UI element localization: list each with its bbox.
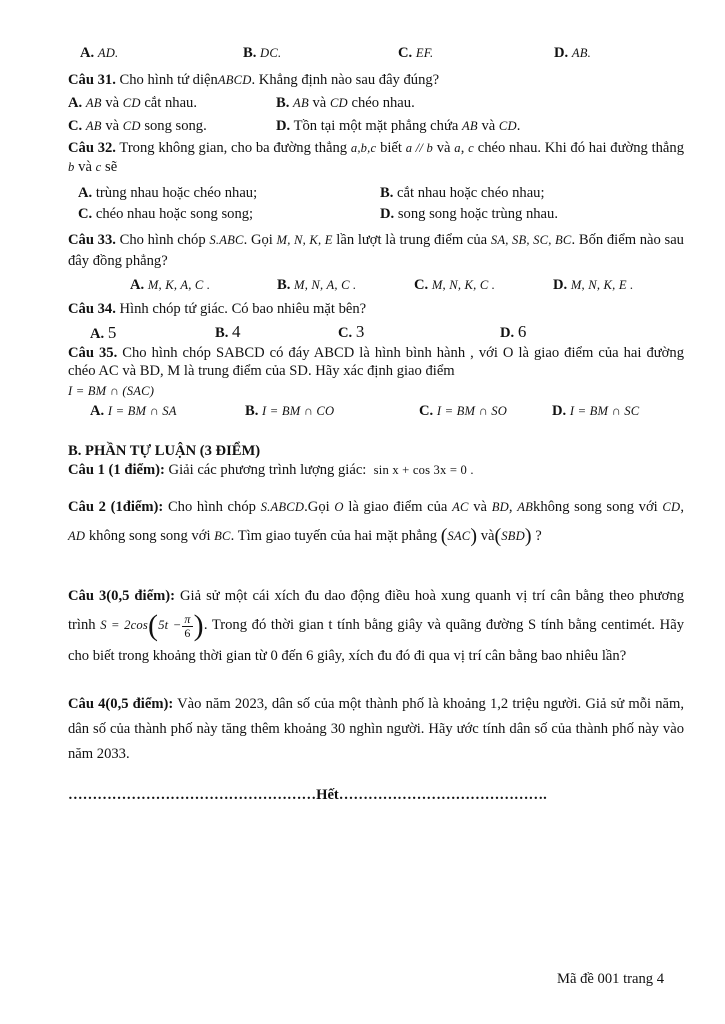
q31-option-a[interactable]: A. AB và CD cắt nhau.: [68, 95, 197, 111]
q35-stem: Câu 35. Cho hình chóp SABCD có đáy ABCD là hình bình hành , với O là giao điểm của hai đường chéo AC và BD, M là trung điểm của SD. Hãy xác định giao điểm: [68, 345, 684, 379]
q31-option-b[interactable]: B. AB và CD chéo nhau.: [276, 95, 415, 111]
q31-stem: Câu 31. Cho hình tứ diệnABCD. Khẳng định nào sau đây đúng?: [68, 72, 440, 88]
q35-option-b[interactable]: B. I = BM ∩ CO: [245, 403, 335, 419]
q30-option-a[interactable]: A. AD.: [80, 45, 119, 61]
q34-option-d[interactable]: D. 6: [500, 322, 527, 341]
part-b-heading: B. PHẦN TỰ LUẬN (3 ĐIỂM): [68, 443, 261, 459]
q33-option-d[interactable]: D. M, N, K, E .: [553, 277, 634, 293]
q33-stem: Câu 33. Cho hình chóp S.ABC. Gọi M, N, K, E lần lượt là trung điểm của SA, SB, SC, BC. Bốn điểm nào sau đây đồng phẳng?: [68, 232, 684, 269]
pi-over-6-fraction: $\frac{\pi}{6}$: [184, 612, 191, 641]
essay-question-3: Câu 3(0,5 điểm): Giả sử một cái xích đu dao động điều hoà xung quanh vị trí cân bằng theo phương trình S = 2cos(5t − $\frac{\pi}{6}$ ). Trong đó thời gian t tính bằng giây và quãng đường S tính bằng centimét. Hãy cho biết trong khoảng thời gian từ 0 đến 6 giây, xích đu đó đi qua vị trí cân bằng bao nhiêu lần?: [68, 588, 684, 664]
q32-stem: Câu 32. Trong không gian, cho ba đường thẳng a,b,c biết a // b và a, c chéo nhau. Khi đó hai đường thẳng b và c sẽ: [68, 140, 684, 176]
q32-option-d[interactable]: D. song song hoặc trùng nhau.: [380, 206, 558, 222]
q35-option-a[interactable]: A. I = BM ∩ SA: [90, 403, 177, 419]
equation: S = 2cos(5t − $\frac{\pi}{6}$ ): [100, 609, 204, 643]
essay-question-1: Câu 1 (1 điểm): Giải các phương trình lượng giác: sin x + cos 3x = 0 .: [68, 462, 474, 478]
q30-option-b[interactable]: B. DC.: [243, 45, 282, 61]
q33-option-a[interactable]: A. M, K, A, C .: [130, 277, 211, 293]
page-footer: Mã đề 001 trang 4: [557, 971, 664, 987]
q35-expression: I = BM ∩ (SAC): [68, 384, 155, 398]
q33-option-c[interactable]: C. M, N, K, C .: [414, 277, 496, 293]
q32-option-a[interactable]: A. trùng nhau hoặc chéo nhau;: [78, 185, 258, 201]
essay-question-4: Câu 4(0,5 điểm): Vào năm 2023, dân số của một thành phố là khoảng 1,2 triệu người. Giả sử mỗi năm, dân số của thành phố này tăng thêm khoảng 30 nghìn người. Hãy ước tính dân số của thành phố này vào năm 2033.: [68, 696, 684, 763]
q34-option-b[interactable]: B. 4: [215, 322, 241, 341]
essay-question-2: Câu 2 (1điểm): Cho hình chóp S.ABCD.Gọi O là giao điểm của AC và BD, ABkhông song song với CD, AD không song song với BC. Tìm giao tuyến của hai mặt phẳng (SAC) và(SBD) ?: [68, 499, 684, 547]
q31-option-d[interactable]: D. Tồn tại một mặt phẳng chứa AB và CD.: [276, 118, 521, 134]
q34-option-c[interactable]: C. 3: [338, 322, 365, 341]
q32-option-b[interactable]: B. cắt nhau hoặc chéo nhau;: [380, 185, 545, 201]
q34-option-a[interactable]: A. 5: [90, 323, 117, 342]
q32-option-c[interactable]: C. chéo nhau hoặc song song;: [78, 206, 254, 222]
q31-option-c[interactable]: C. AB và CD song song.: [68, 118, 207, 134]
q30-option-d[interactable]: D. AB.: [554, 45, 591, 61]
q35-option-d[interactable]: D. I = BM ∩ SC: [552, 403, 640, 419]
q30-option-c[interactable]: C. EF.: [398, 45, 434, 61]
q35-option-c[interactable]: C. I = BM ∩ SO: [419, 403, 508, 419]
q34-stem: Câu 34. Hình chóp tứ giác. Có bao nhiêu mặt bên?: [68, 301, 367, 317]
end-line: ……………………………………………Hết…………………………………….: [68, 787, 547, 803]
q33-option-b[interactable]: B. M, N, A, C .: [277, 277, 357, 293]
